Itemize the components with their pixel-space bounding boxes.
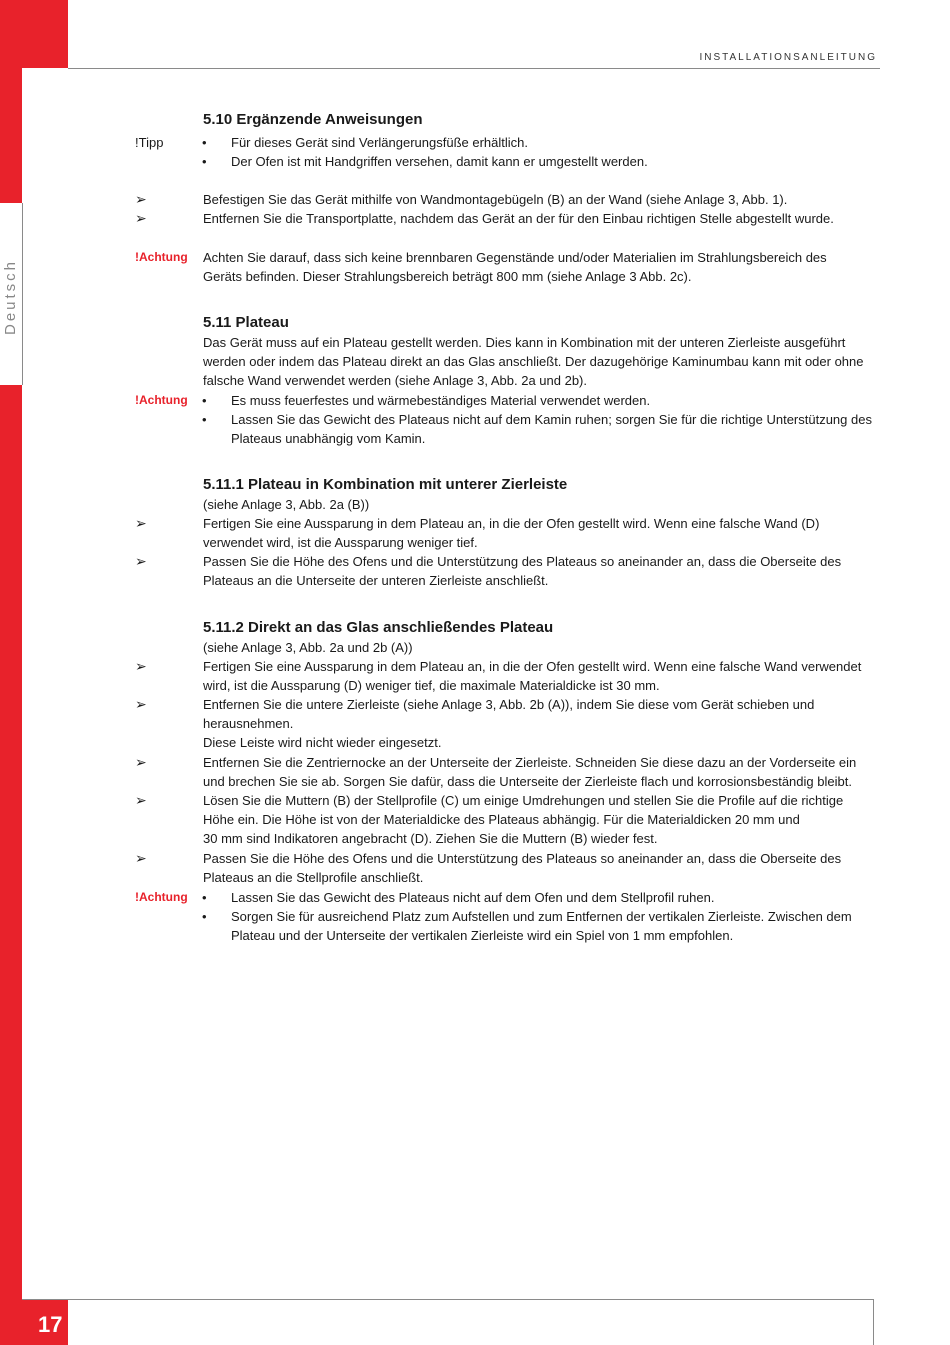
header-title: INSTALLATIONSANLEITUNG [699,52,877,63]
arrow-bullet-icon: ➢ [135,658,147,674]
section-heading-5-11: 5.11 Plateau [203,314,289,331]
intro-text-line: falsche Wand verwendet werden (siehe Anlage 3, Abb. 2a und 2b). [203,373,587,388]
tip-bullet: Der Ofen ist mit Handgriffen versehen, damit kann er umgestellt werden. [231,154,648,169]
arrow-bullet-icon: ➢ [135,850,147,866]
step-text-line: Höhe ein. Die Höhe ist von der Materialdicke des Plateaus abhängig. Für die Materialdicken 20 mm und [203,812,800,827]
arrow-bullet-icon: ➢ [135,696,147,712]
warning-bullet-line: Plateaus unabhängig vom Kamin. [231,431,426,446]
bullet-icon: • [202,154,207,169]
bullet-icon: • [202,393,207,408]
step-text-line: 30 mm sind Indikatoren angebracht (D). Ziehen Sie die Muttern (B) wieder fest. [203,831,658,846]
footer-vertical-rule [873,1299,874,1345]
section-heading-5-11-2: 5.11.2 Direkt an das Glas anschließendes Plateau [203,619,554,636]
red-side-strip-bottom [0,385,22,1345]
warning-bullet: Es muss feuerfestes und wärmebeständiges Material verwendet werden. [231,393,651,408]
arrow-bullet-icon: ➢ [135,191,147,207]
step-text-line: Entfernen Sie die untere Zierleiste (siehe Anlage 3, Abb. 2b (A)), indem Sie diese vom Gerät schieben und [203,697,815,712]
red-side-strip-top [0,68,22,203]
bullet-icon: • [202,412,207,427]
red-corner-block [0,0,68,68]
warning-text-line: Achten Sie darauf, dass sich keine brennbaren Gegenstände und/oder Materialien im Strahlungsbereich des [203,250,827,265]
footer-rule [22,1299,873,1300]
warning-label: !Achtung [135,890,188,904]
arrow-bullet-icon: ➢ [135,754,147,770]
step-text: Befestigen Sie das Gerät mithilfe von Wandmontagebügeln (B) an der Wand (siehe Anlage 3, Abb. 1). [203,192,788,207]
step-text-line: Entfernen Sie die Zentriernocke an der Unterseite der Zierleiste. Schneiden Sie diese dazu an der Vorderseite ein [203,755,857,770]
language-side-label: Deutsch [2,258,19,335]
step-text-line: herausnehmen. [203,716,294,731]
warning-label: !Achtung [135,393,188,407]
step-text-line: Fertigen Sie eine Aussparung in dem Plateau an, in die der Ofen gestellt wird. Wenn eine falsche Wand verwendet [203,659,862,674]
step-text-line: Passen Sie die Höhe des Ofens und die Unterstützung des Plateaus so aneinander an, dass die Oberseite des [203,554,842,569]
arrow-bullet-icon: ➢ [135,210,147,226]
warning-bullet-line: Plateau und der Unterseite der vertikalen Zierleiste wird ein Spiel von 1 mm empfohlen. [231,928,734,943]
step-text-line: verwendet wird, ist die Aussparung weniger tief. [203,535,478,550]
step-text-line: und brechen Sie sie ab. Sorgen Sie dafür, dass die Unterseite der Zierleiste flach und korrosionsbeständig bleibt. [203,774,852,789]
reference-text: (siehe Anlage 3, Abb. 2a und 2b (A)) [203,640,413,655]
step-text-line: Fertigen Sie eine Aussparung in dem Plateau an, in die der Ofen gestellt wird. Wenn eine falsche Wand (D) [203,516,820,531]
bullet-icon: • [202,890,207,905]
page-number: 17 [38,1312,63,1337]
reference-text: (siehe Anlage 3, Abb. 2a (B)) [203,497,370,512]
warning-text-line: Geräts befinden. Dieser Strahlungsbereich beträgt 800 mm (siehe Anlage 3 Abb. 2c). [203,269,692,284]
warning-label: !Achtung [135,250,188,264]
arrow-bullet-icon: ➢ [135,515,147,531]
arrow-bullet-icon: ➢ [135,553,147,569]
step-text-line: Plateaus an die Unterseite der unteren Zierleiste anschließt. [203,573,549,588]
step-text-line: Lösen Sie die Muttern (B) der Stellprofile (C) um einige Umdrehungen und stellen Sie die Profile auf die richtige [203,793,844,808]
intro-text-line: Das Gerät muss auf ein Plateau gestellt werden. Dies kann in Kombination mit der unteren Zierleiste ausgeführt [203,335,846,350]
bullet-icon: • [202,135,207,150]
section-heading-5-10: 5.10 Ergänzende Anweisungen [203,111,423,128]
bullet-icon: • [202,909,207,924]
step-text-line: Passen Sie die Höhe des Ofens und die Unterstützung des Plateaus so aneinander an, dass die Oberseite des [203,851,842,866]
arrow-bullet-icon: ➢ [135,792,147,808]
header-rule [68,68,880,69]
step-text-line: wird, ist die Aussparung (D) weniger tief, die maximale Materialdicke ist 30 mm. [203,678,660,693]
tip-bullet: Für dieses Gerät sind Verlängerungsfüße erhältlich. [231,135,528,150]
step-text-line: Diese Leiste wird nicht wieder eingesetzt. [203,735,442,750]
warning-bullet-line: Lassen Sie das Gewicht des Plateaus nicht auf dem Kamin ruhen; sorgen Sie für die richtige Unterstützung des [231,412,872,427]
intro-text-line: werden oder indem das Plateau direkt an das Glas anschließt. Der dazugehörige Kaminumbau kann mit oder ohne [203,354,864,369]
section-heading-5-11-1: 5.11.1 Plateau in Kombination mit unterer Zierleiste [203,476,568,493]
warning-bullet-line: Sorgen Sie für ausreichend Platz zum Aufstellen und zum Entfernen der vertikalen Zierleiste. Zwischen dem [231,909,852,924]
side-rule [22,203,23,385]
step-text-line: Plateaus an die Stellprofile anschließt. [203,870,424,885]
tip-label: !Tipp [135,135,164,150]
step-text: Entfernen Sie die Transportplatte, nachdem das Gerät an der für den Einbau richtigen Stelle abgestellt wurde. [203,211,834,226]
warning-bullet: Lassen Sie das Gewicht des Plateaus nicht auf dem Ofen und dem Stellprofil ruhen. [231,890,715,905]
